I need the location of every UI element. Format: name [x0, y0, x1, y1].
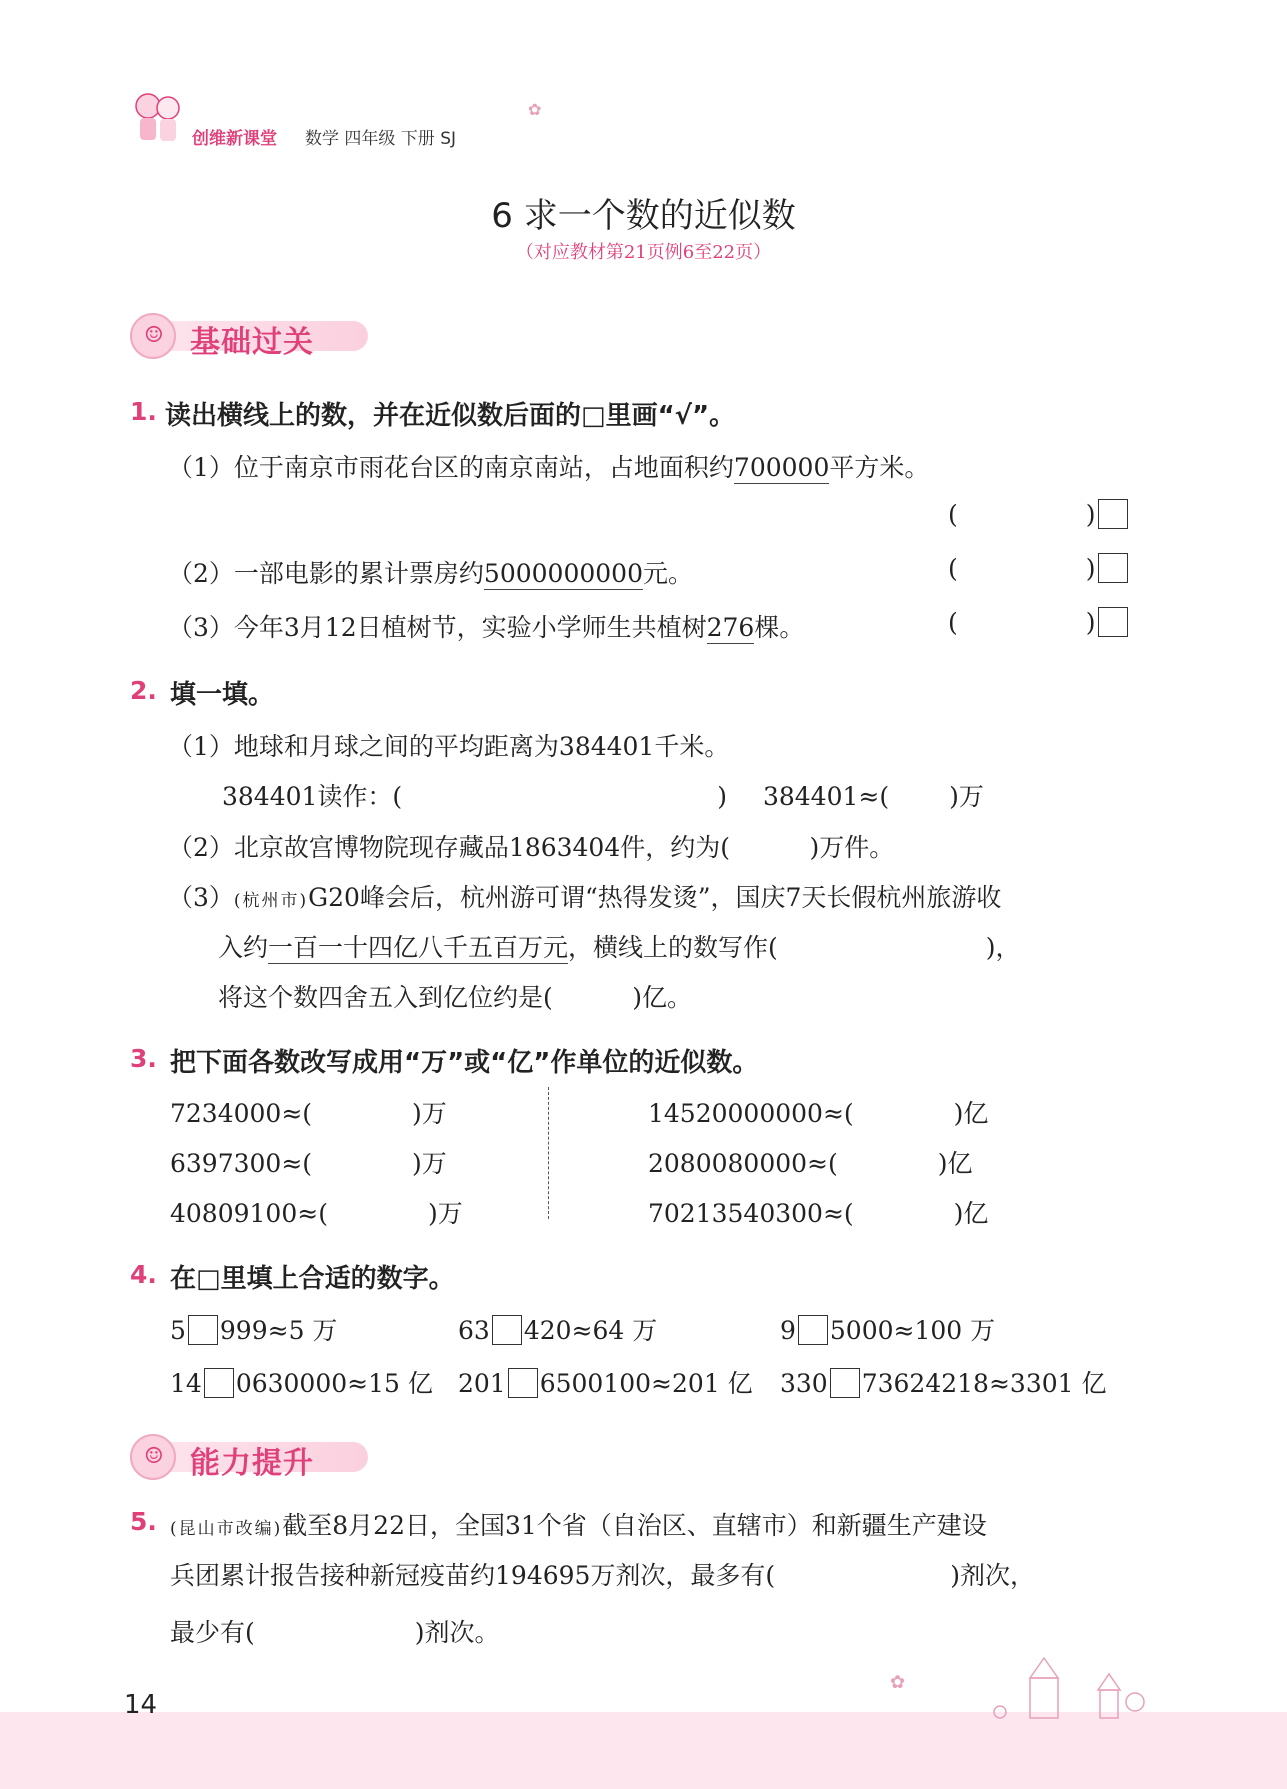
- q3-left-3: [170, 1194, 463, 1230]
- q1-item-1: [168, 448, 929, 484]
- q4-r1-c1-b: 999≈5 万: [219, 1316, 338, 1345]
- q4-r1-c1: [170, 1311, 337, 1348]
- q4-r2-c3-b: 73624218≈3301 亿: [861, 1369, 1107, 1398]
- column-divider: [548, 1087, 549, 1219]
- q2-line-4: [168, 878, 1001, 914]
- q5-line-1: [170, 1506, 987, 1542]
- q2-text: 填一填。: [170, 680, 275, 710]
- q2-l5-post: ，横线上的数写作(: [568, 933, 778, 962]
- q1-number: 1.: [130, 397, 157, 426]
- q1-item-3-post: 棵。: [754, 613, 805, 642]
- q3-right-3-a: 70213540300≈(: [648, 1199, 854, 1228]
- q2-l2b: ): [717, 782, 727, 811]
- mascot-face-icon: ☺: [130, 313, 176, 359]
- q4-r2-c1: [170, 1364, 433, 1401]
- paren-close: ): [1085, 500, 1096, 529]
- q3-left-3-b: )万: [427, 1199, 463, 1228]
- q2-line-2: [222, 777, 984, 813]
- digit-box[interactable]: [492, 1315, 522, 1345]
- q4-r2-c3-a: 330: [780, 1369, 828, 1398]
- flower-decoration-icon: ✿: [890, 1672, 906, 1693]
- section-advanced-label: 能力提升: [190, 1446, 314, 1481]
- q1-item-2: [168, 554, 693, 590]
- q3-right-2-b: )亿: [937, 1149, 973, 1178]
- section-basic-label: 基础过关: [190, 325, 314, 360]
- q3-left-1-b: )万: [412, 1099, 447, 1128]
- q2-l2d: )万: [949, 782, 984, 811]
- check-box[interactable]: [1098, 553, 1128, 583]
- q3-right-1: [648, 1094, 988, 1130]
- q5-line-3: [170, 1613, 500, 1649]
- page-subtitle: （对应教材第21页例6至22页）: [515, 242, 772, 263]
- q2-line-5: [218, 928, 1021, 964]
- header-brand: 创维新课堂: [192, 129, 277, 149]
- q4-r1-c2-a: 63: [458, 1316, 490, 1345]
- q3-right-3-b: )亿: [953, 1199, 989, 1228]
- section-basic-badge: [130, 313, 360, 359]
- q5-l2b: )剂次，: [950, 1561, 1035, 1590]
- digit-box[interactable]: [830, 1368, 860, 1398]
- digit-box[interactable]: [188, 1315, 218, 1345]
- q5-l3b: )剂次。: [414, 1618, 500, 1647]
- q2-l2c: 384401≈(: [762, 782, 890, 811]
- q3-right-2-a: 2080080000≈(: [648, 1149, 838, 1178]
- q2-l4-pre: （3）: [168, 883, 234, 912]
- check-box[interactable]: [1098, 607, 1128, 637]
- castle-decoration-icon: [990, 1650, 1160, 1720]
- q5-line-2: [170, 1556, 1035, 1592]
- q4-r1-c3-b: 5000≈100 万: [829, 1316, 996, 1345]
- q1-item-3-num: 276: [706, 613, 755, 642]
- q3-left-3-a: 40809100≈(: [170, 1199, 328, 1228]
- mascot-face-icon: ☺: [130, 1434, 176, 1480]
- q4-r1-c1-a: 5: [170, 1316, 186, 1345]
- q4-r1-c3-a: 9: [780, 1316, 796, 1345]
- q2-source: (杭州市): [233, 891, 309, 911]
- q1-item-2-pre: （2）一部电影的累计票房约: [168, 559, 484, 588]
- q2-line-6: 将这个数四舍五入到亿位约是( )亿。: [218, 983, 692, 1012]
- page-number: 14: [124, 1690, 158, 1720]
- q1-item-1-num: 700000: [733, 453, 830, 482]
- q3-right-2: [648, 1144, 973, 1180]
- q4-number: 4.: [130, 1260, 157, 1289]
- footer-band: [0, 1712, 1287, 1789]
- q3-text: 把下面各数改写成用“万”或“亿”作单位的近似数。: [170, 1048, 759, 1078]
- q4-r2-c3: [780, 1364, 1106, 1401]
- q4-r1-c3: [780, 1311, 995, 1348]
- q1-item-3: [168, 608, 804, 644]
- q4-r1-c2: [458, 1311, 657, 1348]
- q2-number: 2.: [130, 676, 157, 705]
- q3-left-1-a: 7234000≈(: [170, 1099, 313, 1128]
- q3-left-2: [170, 1144, 447, 1180]
- q5-number: 5.: [130, 1507, 157, 1536]
- paren-open: (: [948, 500, 958, 529]
- paren-open: (: [948, 608, 958, 637]
- q2-l4-post: G20峰会后，杭州游可谓“热得发烫”，国庆7天长假杭州旅游收: [308, 883, 1002, 912]
- q4-r2-c2-a: 201: [458, 1369, 506, 1398]
- q4-r2-c2: [458, 1364, 753, 1401]
- q1-item-2-answer: [948, 554, 1130, 586]
- q4-text: 在□里填上合适的数字。: [170, 1264, 455, 1294]
- page-title: 6 求一个数的近似数: [491, 196, 796, 236]
- q1-item-1-post: 平方米。: [829, 453, 930, 482]
- q3-right-1-b: )亿: [953, 1099, 989, 1128]
- q3-left-2-b: )万: [412, 1149, 447, 1178]
- paren-open: (: [948, 554, 958, 583]
- q5-l1: 截至8月22日，全国31个省（自治区、直辖市）和新疆生产建设: [282, 1511, 987, 1540]
- q1-item-2-post: 元。: [642, 559, 693, 588]
- q1-item-3-pre: （3）今年3月12日植树节，实验小学师生共植树: [168, 613, 707, 642]
- q3-right-1-a: 14520000000≈(: [648, 1099, 854, 1128]
- q2-l5-ul: 一百一十四亿八千五百万元: [268, 933, 569, 962]
- paren-close: ): [1085, 608, 1096, 637]
- q1-item-1-answer: [948, 500, 1130, 532]
- q4-r2-c1-b: 0630000≈15 亿: [235, 1369, 433, 1398]
- q5-l3a: 最少有(: [170, 1618, 255, 1647]
- q5-source: (昆山市改编): [170, 1519, 283, 1539]
- section-advanced-badge: [130, 1434, 360, 1480]
- q1-item-3-answer: [948, 608, 1130, 640]
- q3-number: 3.: [130, 1044, 157, 1073]
- q3-right-3: [648, 1194, 988, 1230]
- digit-box[interactable]: [204, 1368, 234, 1398]
- q3-left-2-a: 6397300≈(: [170, 1149, 313, 1178]
- q1-item-2-num: 5000000000: [483, 559, 643, 588]
- q2-l5-pre: 入约: [218, 933, 269, 962]
- q3-left-1: [170, 1094, 447, 1130]
- mascot-logo-icon: [128, 88, 186, 148]
- q1-text: 读出横线上的数，并在近似数后面的□里画“√”。: [165, 401, 736, 431]
- flower-decoration-icon: ✿: [528, 100, 542, 119]
- q5-l2a: 兵团累计报告接种新冠疫苗约194695万剂次，最多有(: [170, 1561, 776, 1590]
- q2-l2a: 384401读作：(: [222, 782, 403, 811]
- q2-line-1: （1）地球和月球之间的平均距离为384401千米。: [168, 732, 730, 761]
- q4-r2-c1-a: 14: [170, 1369, 202, 1398]
- digit-box[interactable]: [508, 1368, 538, 1398]
- q4-r1-c2-b: 420≈64 万: [523, 1316, 658, 1345]
- paren-close: ): [1085, 554, 1096, 583]
- q2-line-3: （2）北京故宫博物院现存藏品1863404件，约为( )万件。: [168, 833, 895, 862]
- q2-l5-end: )，: [985, 933, 1021, 962]
- q4-r2-c2-b: 6500100≈201 亿: [539, 1369, 753, 1398]
- header-subject: 数学 四年级 下册 SJ: [305, 129, 457, 149]
- check-box[interactable]: [1098, 499, 1128, 529]
- digit-box[interactable]: [798, 1315, 828, 1345]
- q1-item-1-pre: （1）位于南京市雨花台区的南京南站，占地面积约: [168, 453, 734, 482]
